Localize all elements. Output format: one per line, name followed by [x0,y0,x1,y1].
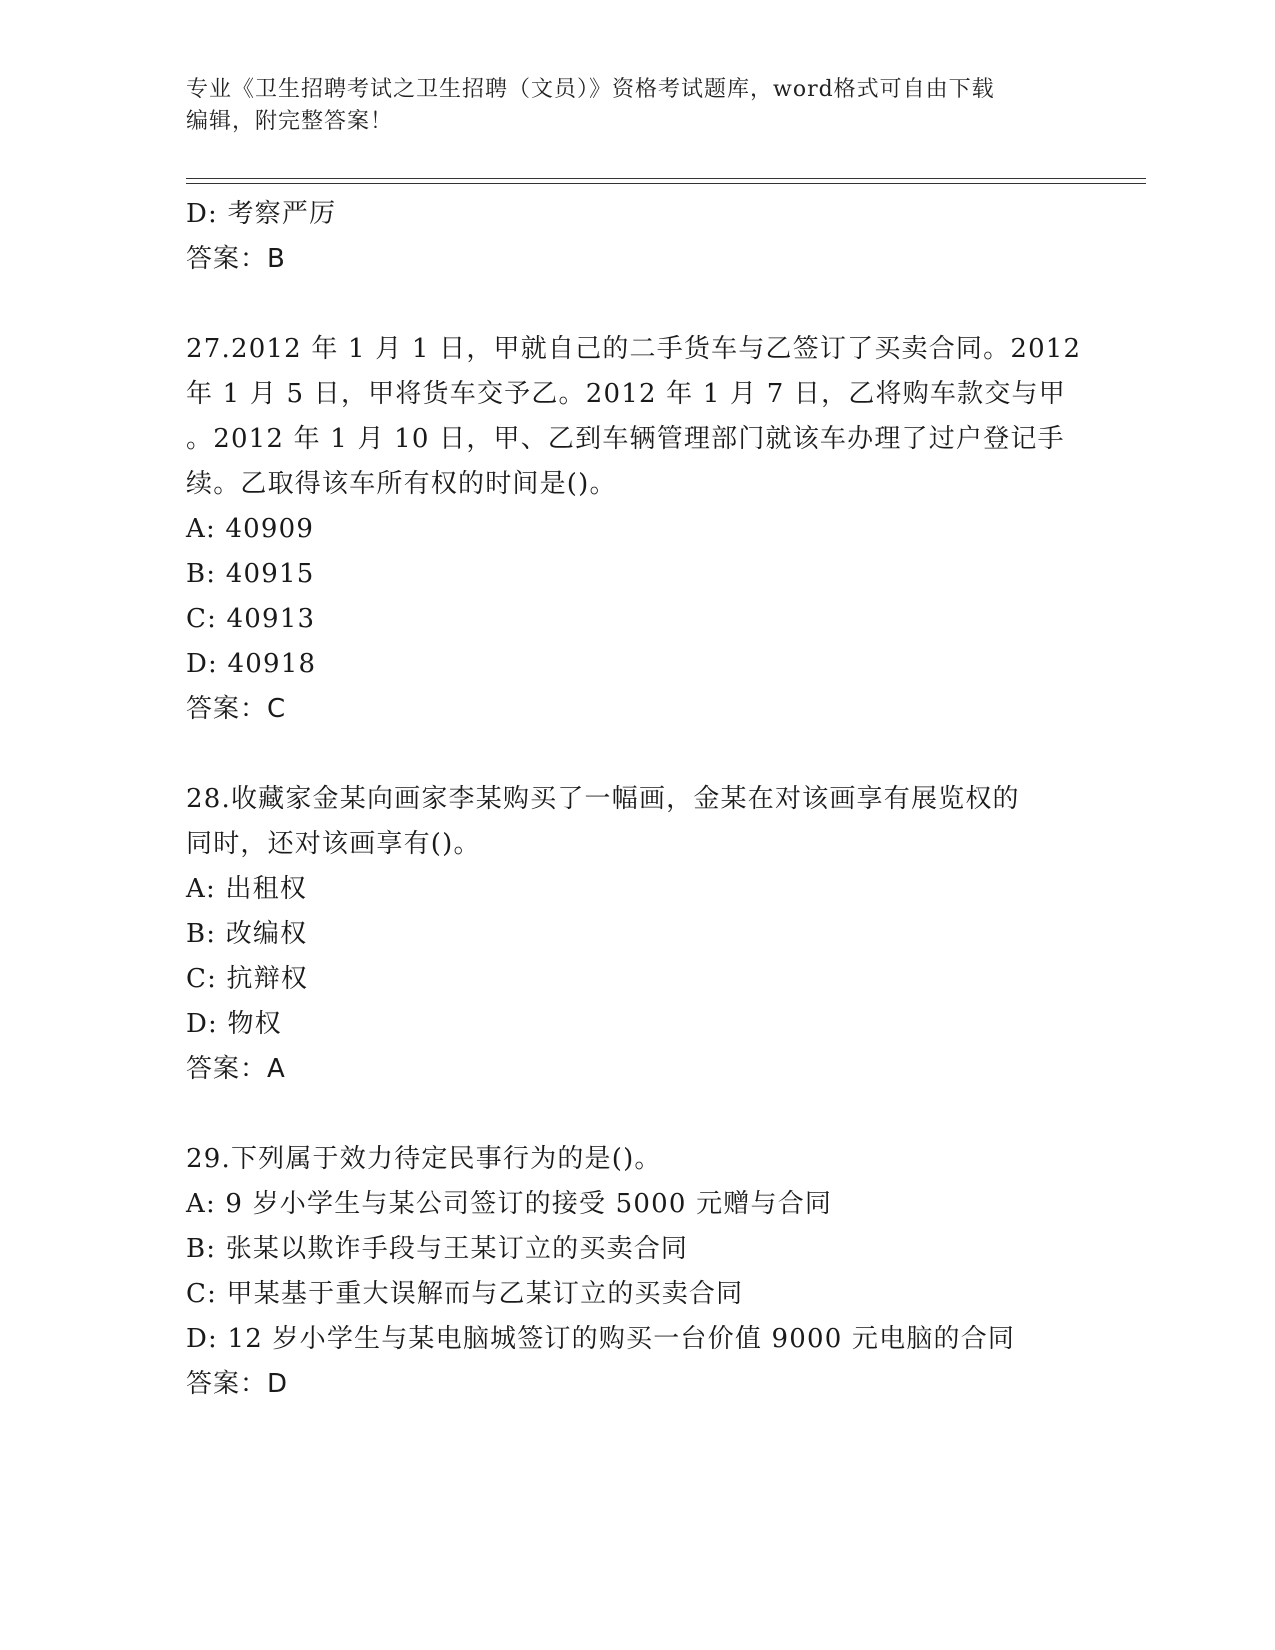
option-a: A: 出租权 [186,874,308,904]
answer-line: 答案：C [186,694,287,724]
header-line-1: 专业《卫生招聘考试之卫生招聘（文员）》资格考试题库，word格式可自由下载 [186,77,995,102]
question-stem-line: 年 1 月 5 日，甲将货车交予乙。2012 年 1 月 7 日，乙将购车款交与甲 [186,379,1066,409]
header-divider-top [186,178,1146,179]
spacer [186,282,1086,327]
answer-line: 答案：D [186,1369,289,1399]
question-stem-line: 28.收藏家金某向画家李某购买了一幅画，金某在对该画享有展览权的 [186,784,1020,814]
option-a: A: 9 岁小学生与某公司签订的接受 5000 元赠与合同 [186,1189,833,1219]
answer-line: 答案：A [186,1054,286,1084]
option-d: D: 12 岁小学生与某电脑城签订的购买一台价值 9000 元电脑的合同 [186,1324,1016,1354]
option-d: D: 物权 [186,1009,282,1039]
question-stem-line: 29.下列属于效力待定民事行为的是()。 [186,1144,662,1174]
question-29 [186,1137,1086,1407]
option-a: A: 40909 [186,514,315,544]
question-content [186,192,1086,1407]
header-line-2: 编辑，附完整答案！ [186,109,394,134]
question-stem-line: 。2012 年 1 月 10 日，甲、乙到车辆管理部门就该车办理了过户登记手 [186,424,1065,454]
carryover-answer: 答案：B [186,244,286,274]
question-28 [186,777,1086,1092]
document-header [186,74,1086,138]
option-c: C: 抗辩权 [186,964,309,994]
question-stem-line: 同时，还对该画享有()。 [186,829,481,859]
question-27 [186,327,1086,732]
option-c: C: 40913 [186,604,316,634]
option-d: D: 40918 [186,649,317,679]
spacer [186,732,1086,777]
option-b: B: 改编权 [186,919,308,949]
carryover-option-d: D: 考察严厉 [186,199,337,229]
spacer [186,1092,1086,1137]
option-c: C: 甲某基于重大误解而与乙某订立的买卖合同 [186,1279,744,1309]
header-divider-bottom [186,183,1146,184]
option-b: B: 40915 [186,559,315,589]
option-b: B: 张某以欺诈手段与王某订立的买卖合同 [186,1234,689,1264]
question-stem-line: 27.2012 年 1 月 1 日，甲就自己的二手货车与乙签订了买卖合同。2012 [186,334,1082,364]
question-stem-line: 续。乙取得该车所有权的时间是()。 [186,469,617,499]
